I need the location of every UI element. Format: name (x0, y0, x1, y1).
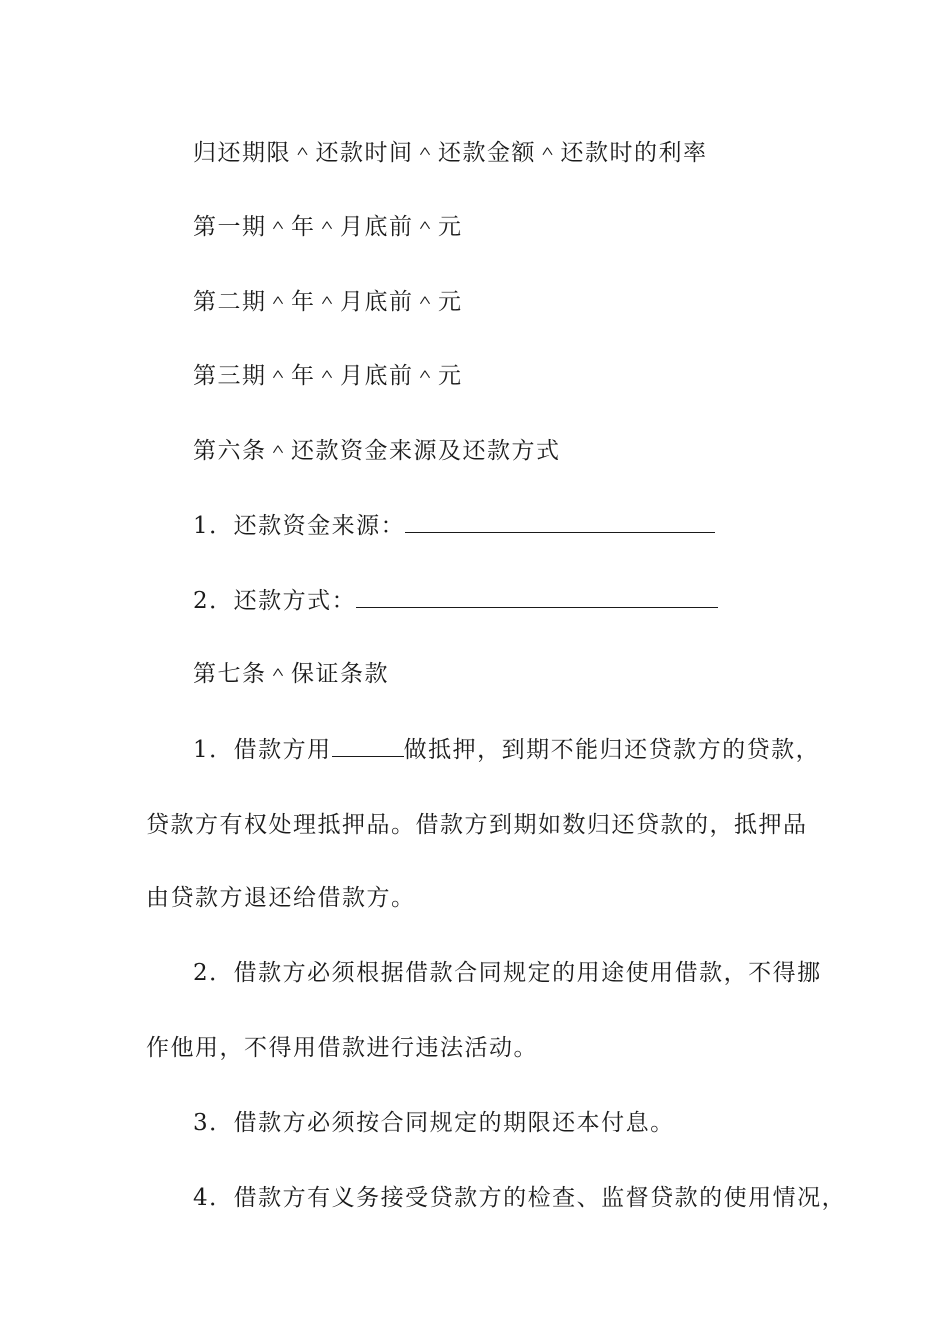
installment-1: 第一期＾年＾月底前＾元 (193, 214, 463, 240)
article-6-title: 第六条＾还款资金来源及还款方式 (193, 438, 561, 464)
clause-1-line-3: 由贷款方退还给借款方。 (146, 885, 416, 911)
installment-3: 第三期＾年＾月底前＾元 (193, 363, 463, 389)
fund-source-line (193, 510, 715, 541)
installment-2: 第二期＾年＾月底前＾元 (193, 289, 463, 315)
repay-method-line (193, 585, 718, 616)
clause-1-line-2: 贷款方有权处理抵押品。借款方到期如数归还贷款的，抵押品 (146, 812, 808, 838)
clause-1-part-b: 做抵押，到期不能归还贷款方的贷款， (403, 737, 821, 763)
repay-method-label: 2．还款方式： (193, 588, 357, 614)
clause-1-part-a: 1．借款方用 (193, 737, 332, 763)
article-7-title: 第七条＾保证条款 (193, 661, 389, 687)
clause-2-line-2: 作他用，不得用借款进行违法活动。 (146, 1035, 538, 1061)
fund-source-blank (405, 510, 715, 533)
repayment-table-header: 归还期限＾还款时间＾还款金额＾还款时的利率 (193, 140, 708, 166)
clause-1-line-1 (193, 734, 820, 765)
clause-3-line-1: 3．借款方必须按合同规定的期限还本付息。 (193, 1110, 675, 1136)
collateral-blank (332, 734, 404, 757)
clause-4-line-1: 4．借款方有义务接受贷款方的检查、监督贷款的使用情况， (193, 1185, 847, 1211)
clause-2-line-1: 2．借款方必须根据借款合同规定的用途使用借款，不得挪 (193, 960, 822, 986)
fund-source-label: 1．还款资金来源： (193, 513, 406, 539)
repay-method-blank (356, 585, 718, 608)
